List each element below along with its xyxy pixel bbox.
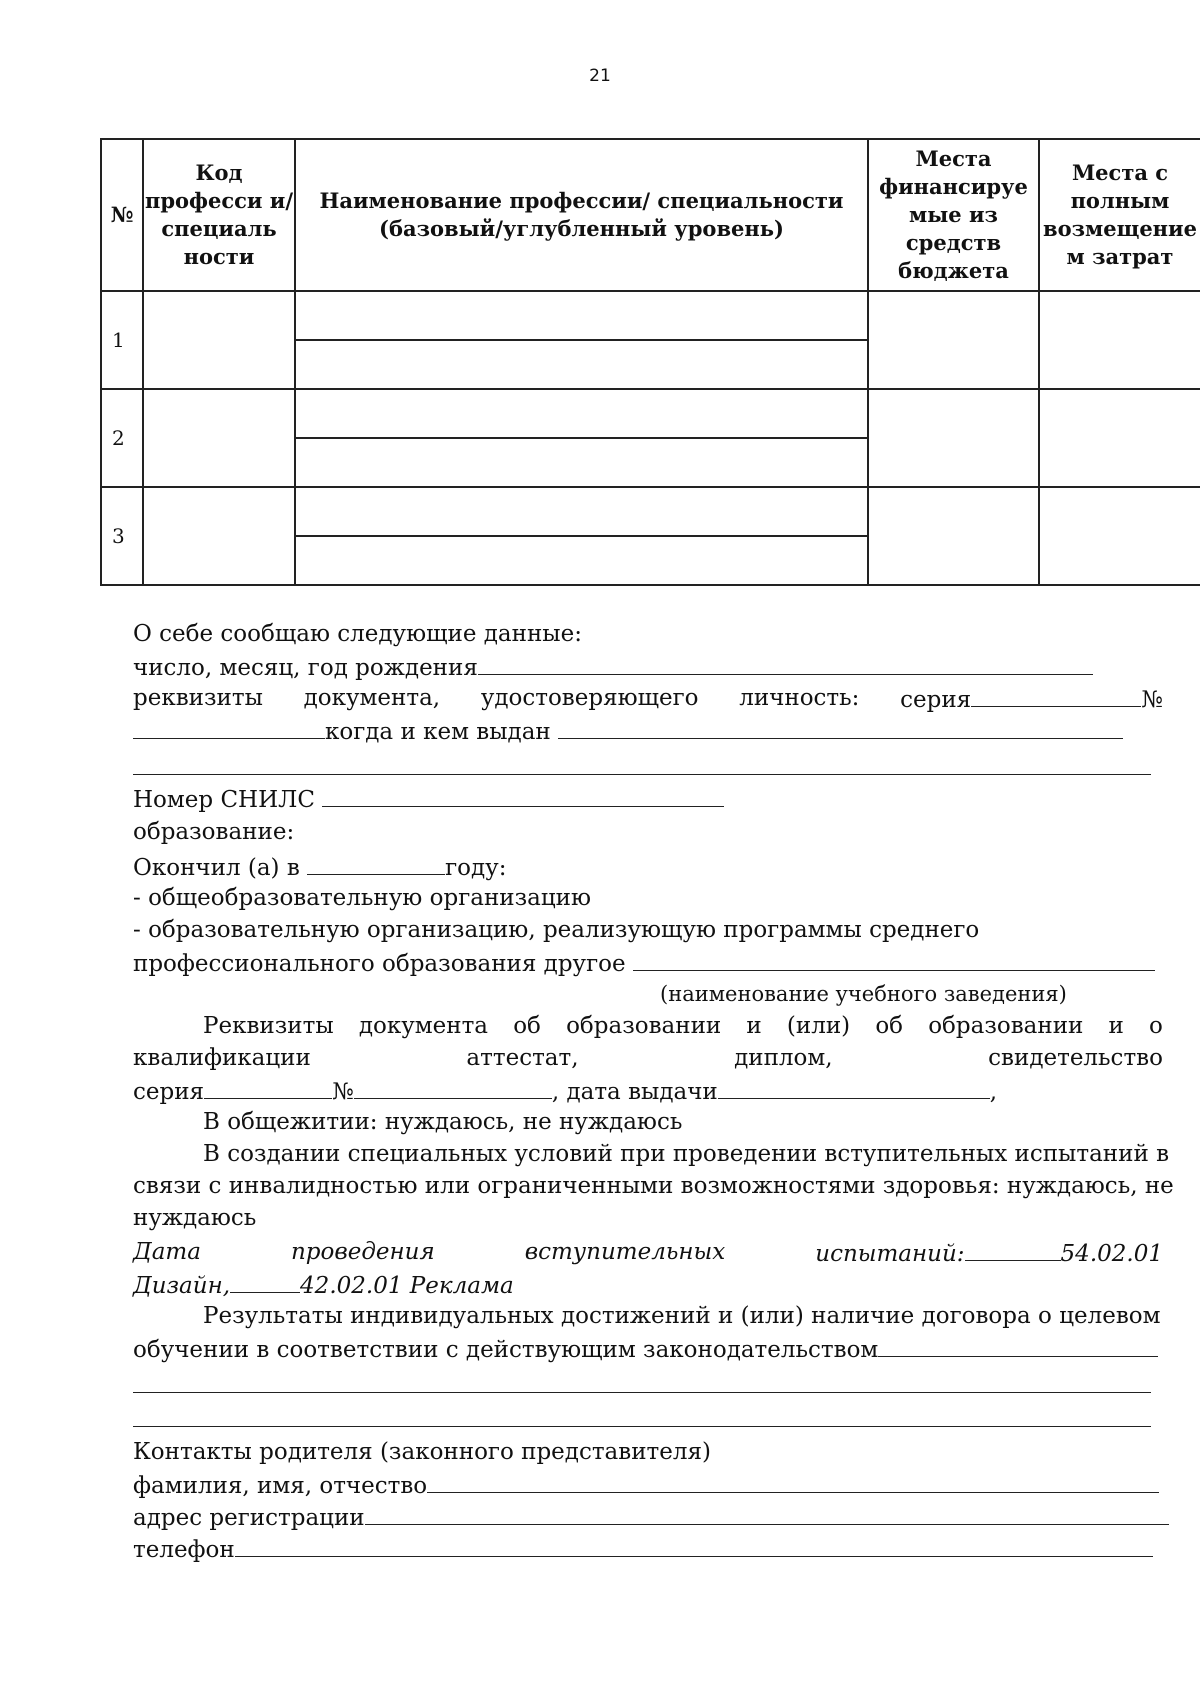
id-number-label: №: [1141, 687, 1163, 713]
parent-phone-line: [133, 1532, 1153, 1566]
edu-series-label: серия: [133, 1079, 205, 1105]
budget-cell[interactable]: [868, 487, 1039, 585]
parent-heading: Контакты родителя (законного представителя): [133, 1439, 711, 1465]
edu-doc-word: (или): [786, 1013, 851, 1039]
edu-doc-word: и: [746, 1013, 762, 1039]
option-school[interactable]: - общеобразовательную организацию: [133, 885, 592, 911]
budget-cell[interactable]: [868, 389, 1039, 487]
name-cell[interactable]: [295, 291, 868, 389]
id-series-label: серия: [900, 687, 972, 713]
code-cell[interactable]: [143, 487, 295, 585]
col-code: Код професси и/ специаль ности: [143, 139, 295, 291]
issued-field[interactable]: [558, 714, 1123, 739]
name-cell[interactable]: [295, 389, 868, 487]
edu-doc-types-line: [133, 1042, 1163, 1074]
exam-date-design-field[interactable]: [965, 1236, 1061, 1261]
issued-line: [133, 714, 1123, 748]
edu-number-label: №: [332, 1079, 354, 1105]
paid-cell[interactable]: [1039, 487, 1200, 585]
parent-address-field[interactable]: [365, 1500, 1169, 1525]
edu-doc-line: [203, 1010, 1163, 1042]
birth-field[interactable]: [478, 650, 1093, 675]
applications-table: [100, 138, 1200, 586]
exam-line-2: [133, 1268, 514, 1302]
budget-cell[interactable]: [868, 291, 1039, 389]
institution-caption: (наименование учебного заведения): [660, 982, 1067, 1006]
edu-doc-word: Реквизиты: [203, 1013, 334, 1039]
special-text-3: нуждаюсь: [133, 1205, 257, 1231]
col-budget: Места финансируе мые из средств бюджета: [868, 139, 1039, 291]
exam-date-ad-field[interactable]: [230, 1268, 300, 1293]
edu-doc-series-line: серия № , дата выдачи ,: [133, 1074, 997, 1108]
achievements-label: обучении в соответствии с действующим законодательством: [133, 1337, 879, 1363]
parent-phone-label: телефон: [133, 1537, 235, 1563]
issued-field-continued[interactable]: [133, 774, 1151, 775]
edu-doc-type[interactable]: свидетельство: [988, 1045, 1163, 1071]
spo-other-line: [133, 946, 1155, 980]
edu-series-field[interactable]: [204, 1074, 332, 1099]
id-number-field[interactable]: [133, 714, 325, 739]
issued-label: когда и кем выдан: [325, 719, 551, 745]
row-number: 3: [101, 487, 143, 585]
graduation-year-field[interactable]: [307, 850, 445, 875]
id-doc-word: документа,: [303, 685, 441, 711]
edu-doc-type: квалификации: [133, 1045, 311, 1071]
edu-doc-word: об: [875, 1013, 904, 1039]
achievements-field-2[interactable]: [133, 1392, 1151, 1393]
edu-doc-word: о: [1149, 1013, 1163, 1039]
col-paid: Места с полным возмещение м затрат: [1039, 139, 1200, 291]
special-text-1: В создании специальных условий при проведении вступительных испытаний в: [203, 1141, 1170, 1167]
issue-date-label: , дата выдачи: [551, 1079, 718, 1105]
graduated-year-label: году:: [445, 855, 507, 881]
parent-address-label: адрес регистрации: [133, 1505, 365, 1531]
institution-field[interactable]: [633, 946, 1155, 971]
parent-fio-field[interactable]: [427, 1468, 1159, 1493]
dorm-line[interactable]: В общежитии: нуждаюсь, не нуждаюсь: [203, 1109, 683, 1135]
parent-fio-label: фамилия, имя, отчество: [133, 1473, 428, 1499]
option-spo[interactable]: - образовательную организацию, реализующую программы среднего: [133, 917, 980, 943]
snils-label: Номер СНИЛС: [133, 787, 315, 813]
issue-date-field[interactable]: [718, 1074, 990, 1099]
achievements-line: [133, 1332, 1158, 1366]
achievements-field[interactable]: [878, 1332, 1158, 1357]
paid-cell[interactable]: [1039, 291, 1200, 389]
exam-word: Дата: [133, 1239, 201, 1265]
name-cell[interactable]: [295, 487, 868, 585]
graduated-line: [133, 850, 506, 884]
edu-doc-word: образовании: [566, 1013, 722, 1039]
edu-number-field[interactable]: [354, 1074, 552, 1099]
col-number: №: [101, 139, 143, 291]
table-row: [101, 291, 1200, 389]
id-doc-line: [133, 682, 1163, 716]
id-series-field[interactable]: [971, 682, 1141, 707]
col-name: Наименование профессии/ специальности (базовый/углубленный уровень): [295, 139, 868, 291]
edu-doc-word: документа: [358, 1013, 489, 1039]
birth-line: [133, 650, 1093, 684]
graduated-label: Окончил (а) в: [133, 855, 300, 881]
code-cell[interactable]: [143, 389, 295, 487]
edu-doc-word: об: [513, 1013, 541, 1039]
exam-word: вступительных: [524, 1239, 726, 1265]
edu-doc-type[interactable]: диплом,: [734, 1045, 833, 1071]
table-row: [101, 487, 1200, 585]
exam-line: [133, 1236, 1163, 1270]
exam-ad: 42.02.01 Реклама: [300, 1273, 514, 1299]
row-number: 2: [101, 389, 143, 487]
table-row: [101, 389, 1200, 487]
code-cell[interactable]: [143, 291, 295, 389]
id-doc-word: реквизиты: [133, 685, 263, 711]
edu-doc-word: и: [1108, 1013, 1124, 1039]
exam-design-code: 54.02.01: [1060, 1241, 1163, 1267]
education-label: образование:: [133, 819, 295, 845]
id-doc-word: удостоверяющего: [480, 685, 699, 711]
special-text-2: связи с инвалидностью или ограниченными возможностями здоровья: нуждаюсь, не: [133, 1173, 1174, 1199]
achievements-text-1: Результаты индивидуальных достижений и (или) наличие договора о целевом: [203, 1303, 1161, 1329]
intro-text: О себе сообщаю следующие данные:: [133, 621, 582, 647]
parent-address-line: [133, 1500, 1169, 1534]
exam-word: испытаний:: [815, 1241, 965, 1267]
row-number: 1: [101, 291, 143, 389]
edu-doc-type[interactable]: аттестат,: [466, 1045, 579, 1071]
page-number: 21: [589, 66, 611, 86]
exam-design-name: Дизайн,: [133, 1273, 231, 1299]
paid-cell[interactable]: [1039, 389, 1200, 487]
parent-phone-field[interactable]: [235, 1532, 1153, 1557]
edu-doc-word: образовании: [928, 1013, 1084, 1039]
id-doc-word: личность:: [739, 685, 860, 711]
snils-field[interactable]: [322, 782, 724, 807]
parent-fio-line: [133, 1468, 1159, 1502]
exam-word: проведения: [290, 1239, 435, 1265]
table-header-row: [101, 139, 1200, 291]
achievements-field-3[interactable]: [133, 1426, 1151, 1427]
snils-line: [133, 782, 724, 816]
birth-label: число, месяц, год рождения: [133, 655, 478, 681]
spo-other-label: профессионального образования другое: [133, 951, 626, 977]
